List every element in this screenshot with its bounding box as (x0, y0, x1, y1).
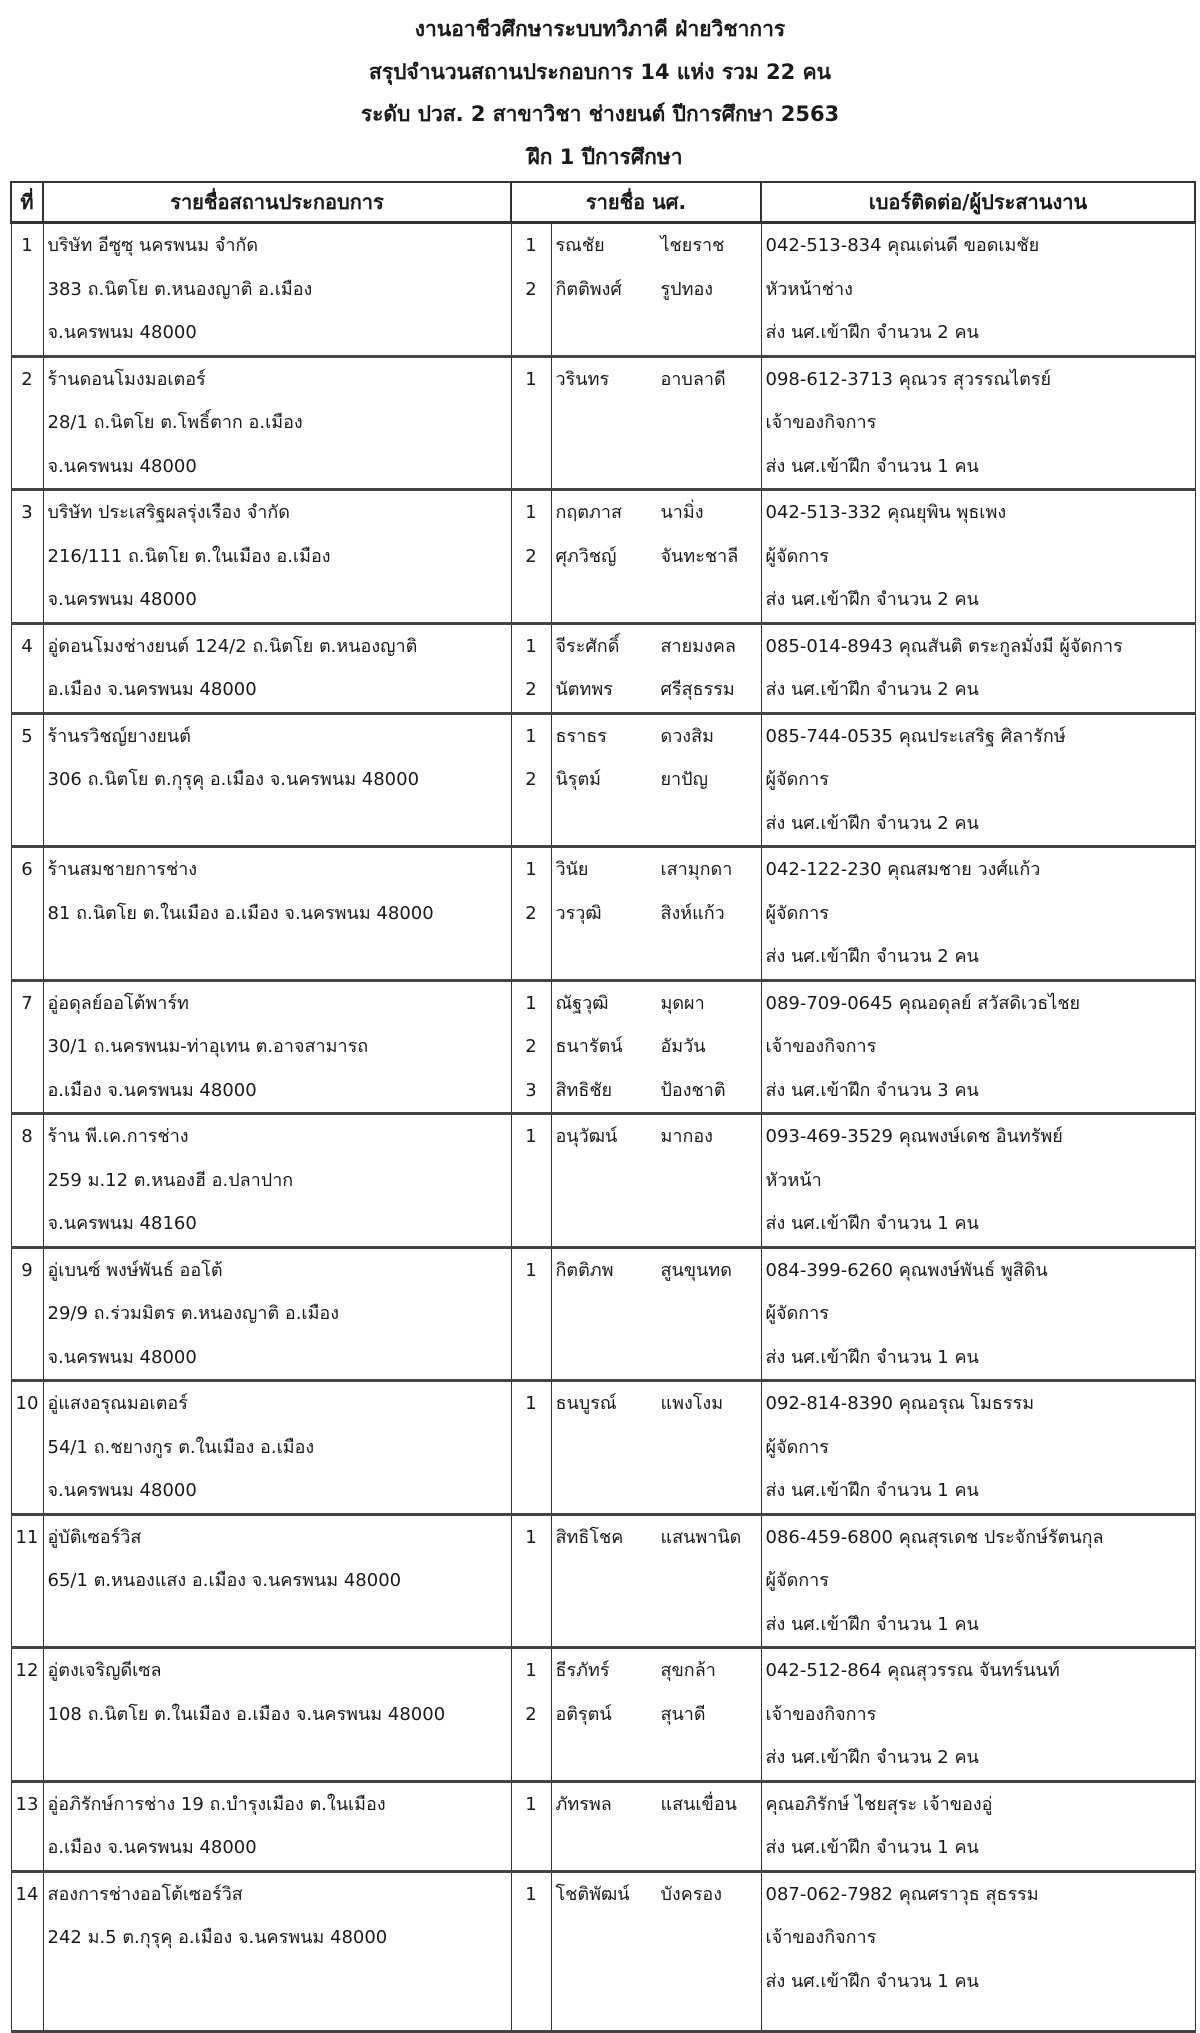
student-index-cell (511, 980, 551, 1114)
contact-line: 089-709-0645 คุณอดุลย์ สวัสดิเวธไชย (765, 992, 1081, 1014)
student-last-name: มากอง (660, 1126, 713, 1147)
student-name-cell (551, 490, 761, 624)
student-name (552, 491, 761, 535)
student-name-cell (551, 1648, 761, 1782)
student-name-cell (551, 223, 761, 357)
contact-cell (761, 623, 1195, 713)
contact-cell (761, 980, 1195, 1114)
place-line: 306 ถ.นิตโย ต.กุรุคุ อ.เมือง จ.นครพนม 48000 (47, 769, 420, 790)
contact-cell (761, 223, 1195, 357)
place-line: อู่ตงเจริญดีเซล (47, 1660, 162, 1681)
internship-table (10, 181, 1196, 2033)
student-name (552, 668, 761, 712)
student-first-name: กิตติพงศ์ (555, 278, 622, 300)
student-index-cell (511, 1514, 551, 1648)
row-number: 10 (15, 1393, 39, 1414)
student-name (552, 1025, 761, 1069)
student-name (552, 1516, 761, 1560)
row-number: 7 (21, 992, 33, 1014)
row-number: 1 (21, 235, 33, 256)
student-name-cell (551, 623, 761, 713)
student-first-name: วรินทร (555, 368, 610, 390)
student-name (552, 268, 761, 312)
contact-line: เจ้าของกิจการ (765, 1703, 877, 1725)
student-first-name: ณัฐวุฒิ (555, 992, 609, 1014)
student-index-cell (511, 223, 551, 357)
student-first-name: วรวุฒิ (555, 902, 602, 924)
contact-line: ส่ง นศ.เข้าฝึก จำนวน 1 คน (765, 1613, 979, 1635)
student-name-cell (551, 356, 761, 490)
place-line: 54/1 ถ.ชยางกูร ต.ในเมือง อ.เมือง (47, 1436, 315, 1458)
contact-line: ส่ง นศ.เข้าฝึก จำนวน 1 คน (765, 1480, 979, 1501)
student-last-name: อัมวัน (660, 1036, 706, 1057)
row-number-cell (11, 713, 43, 847)
student-index-cell (511, 1648, 551, 1782)
student-first-name: ธนารัตน์ (555, 1036, 623, 1057)
place-line: จ.นครพนม 48160 (47, 1213, 197, 1234)
student-index-cell (511, 490, 551, 624)
student-first-name: สิทธิโชค (555, 1526, 624, 1548)
student-name-cell (551, 980, 761, 1114)
row-number-cell (11, 356, 43, 490)
student-last-name: ไชยราช (660, 235, 725, 256)
title-level: ระดับ ปวส. 2 สาขาวิชา ช่างยนต์ ปีการศึกษา 2563 (360, 102, 840, 126)
student-name (552, 625, 761, 669)
contact-line: ส่ง นศ.เข้าฝึก จำนวน 1 คน (765, 1213, 979, 1234)
student-index-cell (511, 713, 551, 847)
row-number: 6 (21, 859, 33, 880)
contact-line: 087-062-7982 คุณศราวุธ สุธรรม (765, 1883, 1039, 1905)
place-cell (43, 1114, 511, 1248)
student-name (552, 1382, 761, 1426)
row-number-cell (11, 980, 43, 1114)
contact-line: 098-612-3713 คุณวร สุวรรณไตรย์ (765, 368, 1052, 390)
student-last-name: มุดผา (660, 992, 705, 1014)
student-name (552, 1783, 761, 1827)
student-name (552, 892, 761, 936)
student-first-name: อนุวัฒน์ (555, 1126, 618, 1147)
student-index: 2 (525, 679, 537, 700)
student-last-name: ศรีสุธรรม (660, 679, 735, 700)
title-training: ฝึก 1 ปีการศึกษา (527, 144, 683, 169)
row-number: 9 (21, 1259, 33, 1281)
student-name-cell (551, 713, 761, 847)
student-name (552, 358, 761, 402)
place-cell (43, 1781, 511, 1871)
student-index: 1 (525, 1660, 537, 1681)
header-place: รายชื่อสถานประกอบการ (43, 182, 511, 223)
table-body (11, 223, 1195, 2032)
place-line: 81 ถ.นิตโย ต.ในเมือง อ.เมือง จ.นครพนม 48000 (47, 902, 434, 924)
contact-cell (761, 847, 1195, 981)
student-first-name: กิตติภพ (555, 1259, 614, 1281)
contact-line: เจ้าของกิจการ (765, 412, 877, 433)
place-line: บริษัท ประเสริฐผลรุ่งเรือง จำกัด (47, 502, 290, 523)
place-line: 259 ม.12 ต.หนองฮี อ.ปลาปาก (47, 1169, 294, 1191)
place-line: จ.นครพนม 48000 (47, 322, 197, 343)
place-line: อู่อภิรักษ์การช่าง 19 ถ.บำรุงเมือง ต.ในเมือง (47, 1793, 386, 1815)
student-index: 2 (525, 1703, 537, 1725)
student-index: 2 (525, 769, 537, 790)
contact-line: ผู้จัดการ (765, 769, 829, 790)
student-index: 1 (525, 1883, 537, 1905)
place-line: ร้านสมชายการช่าง (47, 859, 198, 880)
contact-line: ส่ง นศ.เข้าฝึก จำนวน 2 คน (765, 679, 979, 700)
student-last-name: ป้องชาติ (660, 1079, 726, 1101)
student-first-name: ธีรภัทร์ (555, 1660, 610, 1681)
student-index-cell (511, 623, 551, 713)
place-line: สองการช่างออโต้เซอร์วิส (47, 1883, 243, 1905)
student-index-cell (511, 1247, 551, 1381)
table-row (11, 1781, 1195, 1871)
student-last-name: ดวงสิม (660, 725, 714, 747)
student-last-name: นามิ่ง (660, 502, 704, 523)
place-cell (43, 1648, 511, 1782)
place-cell (43, 1381, 511, 1515)
place-line: 65/1 ต.หนองแสง อ.เมือง จ.นครพนม 48000 (47, 1570, 402, 1591)
place-line: จ.นครพนม 48000 (47, 455, 197, 477)
contact-cell (761, 713, 1195, 847)
student-index-cell (511, 1871, 551, 2031)
contact-line: คุณอภิรักษ์ ไชยสุระ เจ้าของอู่ (765, 1793, 993, 1815)
place-line: อ.เมือง จ.นครพนม 48000 (47, 1079, 257, 1101)
row-number: 11 (15, 1526, 39, 1548)
place-line: 30/1 ถ.นครพนม-ท่าอุเทน ต.อาจสามารถ (47, 1036, 369, 1057)
contact-line: 085-014-8943 คุณสันติ ตระกูลมั่งมี ผู้จัดการ (765, 635, 1123, 657)
place-line: อ.เมือง จ.นครพนม 48000 (47, 1837, 257, 1858)
contact-cell (761, 1648, 1195, 1782)
contact-line: หัวหน้าช่าง (765, 278, 853, 300)
row-number-cell (11, 1381, 43, 1515)
student-index: 3 (525, 1079, 537, 1101)
place-line: ร้านดอนโมงมอเตอร์ (47, 368, 206, 390)
student-last-name: สูนขุนทด (660, 1259, 732, 1281)
header-no: ที่ (11, 182, 43, 223)
title-summary: สรุปจำนวนสถานประกอบการ 14 แห่ง รวม 22 คน (369, 59, 831, 84)
place-line: 29/9 ถ.ร่วมมิตร ต.หนองญาติ อ.เมือง (47, 1303, 340, 1324)
place-line: 242 ม.5 ต.กุรุคุ อ.เมือง จ.นครพนม 48000 (47, 1927, 388, 1948)
place-cell (43, 980, 511, 1114)
place-cell (43, 713, 511, 847)
student-index: 1 (525, 235, 537, 256)
student-last-name: สิงห์แก้ว (660, 902, 725, 924)
table-row (11, 1114, 1195, 1248)
student-name (552, 1873, 761, 1917)
student-first-name: ธราธร (555, 725, 607, 747)
place-line: 383 ถ.นิตโย ต.หนองญาติ อ.เมือง (47, 278, 313, 300)
contact-line: ผู้จัดการ (765, 1436, 829, 1458)
student-index: 1 (525, 992, 537, 1014)
row-number-cell (11, 1114, 43, 1248)
student-first-name: นัตทพร (555, 679, 613, 700)
place-line: อู่บัติเซอร์วิส (47, 1526, 142, 1548)
contact-cell (761, 1871, 1195, 2031)
contact-line: หัวหน้า (765, 1169, 822, 1191)
contact-line: ส่ง นศ.เข้าฝึก จำนวน 2 คน (765, 589, 979, 610)
place-line: ร้าน พี.เค.การช่าง (47, 1126, 189, 1147)
student-first-name: กฤตภาส (555, 502, 622, 523)
table-header (11, 182, 1195, 223)
student-last-name: แสนเขื่อน (660, 1793, 737, 1815)
contact-line: ส่ง นศ.เข้าฝึก จำนวน 3 คน (765, 1079, 979, 1101)
contact-line: ส่ง นศ.เข้าฝึก จำนวน 1 คน (765, 1970, 979, 1992)
table-row (11, 980, 1195, 1114)
place-line: บริษัท อีซูซุ นครพนม จำกัด (47, 235, 259, 256)
student-index: 1 (525, 1526, 537, 1548)
contact-line: ส่ง นศ.เข้าฝึก จำนวน 2 คน (765, 1747, 979, 1768)
student-index: 2 (525, 1036, 537, 1057)
student-first-name: ธนบูรณ์ (555, 1393, 617, 1414)
row-number-cell (11, 847, 43, 981)
student-index: 1 (525, 859, 537, 880)
row-number-cell (11, 1514, 43, 1648)
header-contact: เบอร์ติดต่อ/ผู้ประสานงาน (761, 182, 1195, 223)
row-number-cell (11, 490, 43, 624)
place-line: อู่ดอนโมงช่างยนต์ 124/2 ถ.นิตโย ต.หนองญาติ (47, 635, 418, 657)
header-students: รายชื่อ นศ. (511, 182, 761, 223)
contact-cell (761, 1514, 1195, 1648)
student-index: 2 (525, 902, 537, 924)
row-number: 2 (21, 368, 33, 390)
student-name (552, 758, 761, 802)
row-number-cell (11, 623, 43, 713)
student-name-cell (551, 1114, 761, 1248)
student-name (552, 1115, 761, 1159)
table-row (11, 223, 1195, 357)
contact-line: ผู้จัดการ (765, 1303, 829, 1324)
place-line: จ.นครพนม 48000 (47, 589, 197, 610)
student-last-name: สายมงคล (660, 635, 736, 657)
student-last-name: อาบลาดี (660, 368, 726, 390)
contact-line: 092-814-8390 คุณอรุณ โมธรรม (765, 1393, 1035, 1414)
row-number: 3 (21, 502, 33, 523)
student-last-name: สุนาดี (660, 1703, 706, 1725)
row-number-cell (11, 1781, 43, 1871)
student-name-cell (551, 1781, 761, 1871)
contact-cell (761, 1781, 1195, 1871)
contact-line: ส่ง นศ.เข้าฝึก จำนวน 2 คน (765, 946, 979, 967)
student-index: 2 (525, 545, 537, 567)
table-row (11, 1381, 1195, 1515)
student-index-cell (511, 847, 551, 981)
contact-line: ส่ง นศ.เข้าฝึก จำนวน 2 คน (765, 322, 979, 343)
row-number-cell (11, 1247, 43, 1381)
student-last-name: จันทะชาลี (660, 545, 739, 567)
student-index: 1 (525, 1793, 537, 1815)
student-name (552, 1693, 761, 1737)
student-first-name: จีระศักดิ์ (555, 635, 620, 657)
student-first-name: สิทธิชัย (555, 1079, 613, 1101)
place-cell (43, 1247, 511, 1381)
table-row (11, 356, 1195, 490)
student-name (552, 535, 761, 579)
student-index-cell (511, 356, 551, 490)
student-name (552, 982, 761, 1026)
student-first-name: โชติพัฒน์ (555, 1883, 630, 1905)
contact-line: 084-399-6260 คุณพงษ์พันธ์ พูสิดิน (765, 1259, 1048, 1281)
place-line: 28/1 ถ.นิตโย ต.โพธิ์ตาก อ.เมือง (47, 412, 303, 433)
contact-line: ผู้จัดการ (765, 545, 829, 567)
contact-line: 093-469-3529 คุณพงษ์เดช อินทรัพย์ (765, 1126, 1063, 1147)
student-first-name: วินัย (555, 859, 589, 880)
student-last-name: ยาปัญ (660, 769, 708, 790)
student-name (552, 224, 761, 268)
student-index: 1 (525, 635, 537, 657)
student-name (552, 1069, 761, 1113)
contact-line: 042-513-834 คุณเด่นดี ขอดเมชัย (765, 235, 1040, 256)
contact-line: ส่ง นศ.เข้าฝึก จำนวน 1 คน (765, 1837, 979, 1858)
table-row (11, 623, 1195, 713)
place-line: จ.นครพนม 48000 (47, 1346, 197, 1368)
row-number-cell (11, 223, 43, 357)
place-line: อู่แสงอรุณมอเตอร์ (47, 1393, 188, 1414)
contact-line: ส่ง นศ.เข้าฝึก จำนวน 1 คน (765, 1346, 979, 1368)
place-cell (43, 490, 511, 624)
contact-cell (761, 1114, 1195, 1248)
student-first-name: ภัทรพล (555, 1793, 612, 1815)
place-line: อู่เบนซ์ พงษ์พันธ์ ออโต้ (47, 1259, 223, 1281)
contact-line: 042-512-864 คุณสุวรรณ จันทร์นนท์ (765, 1660, 1060, 1681)
student-last-name: แสนพานิด (660, 1526, 742, 1548)
table-row (11, 847, 1195, 981)
table-row (11, 713, 1195, 847)
place-line: 108 ถ.นิตโย ต.ในเมือง อ.เมือง จ.นครพนม 48000 (47, 1703, 446, 1725)
place-line: อู่อดุลย์ออโต้พาร์ท (47, 992, 189, 1014)
place-cell (43, 623, 511, 713)
student-last-name: แพงโงม (660, 1393, 724, 1414)
student-first-name: นิรุตม์ (555, 769, 602, 790)
place-cell (43, 223, 511, 357)
student-first-name: ศุภวิชญ์ (555, 545, 617, 567)
student-index-cell (511, 1114, 551, 1248)
student-name (552, 1249, 761, 1293)
place-line: จ.นครพนม 48000 (47, 1480, 197, 1501)
table-row (11, 1648, 1195, 1782)
row-number: 13 (15, 1793, 39, 1815)
place-line: อ.เมือง จ.นครพนม 48000 (47, 679, 257, 700)
student-name-cell (551, 1514, 761, 1648)
document-titles (0, 8, 1200, 178)
place-cell (43, 356, 511, 490)
contact-line: เจ้าของกิจการ (765, 1036, 877, 1057)
student-name (552, 715, 761, 759)
student-index: 1 (525, 1126, 537, 1147)
table-row (11, 1247, 1195, 1381)
contact-cell (761, 490, 1195, 624)
student-last-name: รูปทอง (660, 278, 714, 300)
student-name-cell (551, 1871, 761, 2031)
contact-line: 086-459-6800 คุณสุรเดช ประจักษ์รัตนกุล (765, 1526, 1104, 1548)
row-number-cell (11, 1871, 43, 2031)
row-number: 5 (21, 725, 33, 747)
place-cell (43, 1514, 511, 1648)
student-name-cell (551, 847, 761, 981)
place-line: ร้านรวิชญ์ยางยนต์ (47, 725, 191, 747)
row-number: 12 (15, 1660, 39, 1681)
row-number: 4 (21, 635, 33, 657)
table-row (11, 1871, 1195, 2031)
student-index-cell (511, 1381, 551, 1515)
student-index: 1 (525, 368, 537, 390)
place-cell (43, 847, 511, 981)
row-number: 14 (15, 1883, 39, 1905)
table-row (11, 1514, 1195, 1648)
table-row (11, 490, 1195, 624)
student-last-name: สุขกล้า (660, 1660, 716, 1681)
contact-cell (761, 1247, 1195, 1381)
student-index: 1 (525, 1393, 537, 1414)
contact-line: 042-513-332 คุณยุพิน พุธเพง (765, 502, 1007, 523)
contact-line: ผู้จัดการ (765, 1570, 829, 1591)
student-index-cell (511, 1781, 551, 1871)
contact-line: 042-122-230 คุณสมชาย วงศ์แก้ว (765, 859, 1041, 880)
contact-line: เจ้าของกิจการ (765, 1927, 877, 1948)
student-name-cell (551, 1247, 761, 1381)
contact-line: ส่ง นศ.เข้าฝึก จำนวน 2 คน (765, 812, 979, 834)
contact-line: 085-744-0535 คุณประเสริฐ ศิลารักษ์ (765, 725, 1066, 747)
place-cell (43, 1871, 511, 2031)
student-name-cell (551, 1381, 761, 1515)
student-name (552, 848, 761, 892)
student-index: 1 (525, 502, 537, 523)
contact-cell (761, 356, 1195, 490)
contact-cell (761, 1381, 1195, 1515)
student-name (552, 1649, 761, 1693)
contact-line: ผู้จัดการ (765, 902, 829, 924)
student-first-name: รณชัย (555, 235, 605, 256)
student-last-name: เสามุกดา (660, 859, 733, 880)
row-number-cell (11, 1648, 43, 1782)
student-index: 1 (525, 1259, 537, 1281)
title-program: งานอาชีวศึกษาระบบทวิภาคี ฝ่ายวิชาการ (414, 17, 786, 41)
row-number: 8 (21, 1126, 33, 1147)
contact-line: ส่ง นศ.เข้าฝึก จำนวน 1 คน (765, 455, 979, 477)
student-first-name: อติรุตน์ (555, 1703, 612, 1725)
student-last-name: บังครอง (660, 1883, 723, 1905)
student-index: 1 (525, 725, 537, 747)
student-index: 2 (525, 278, 537, 300)
place-line: 216/111 ถ.นิตโย ต.ในเมือง อ.เมือง (47, 545, 331, 567)
